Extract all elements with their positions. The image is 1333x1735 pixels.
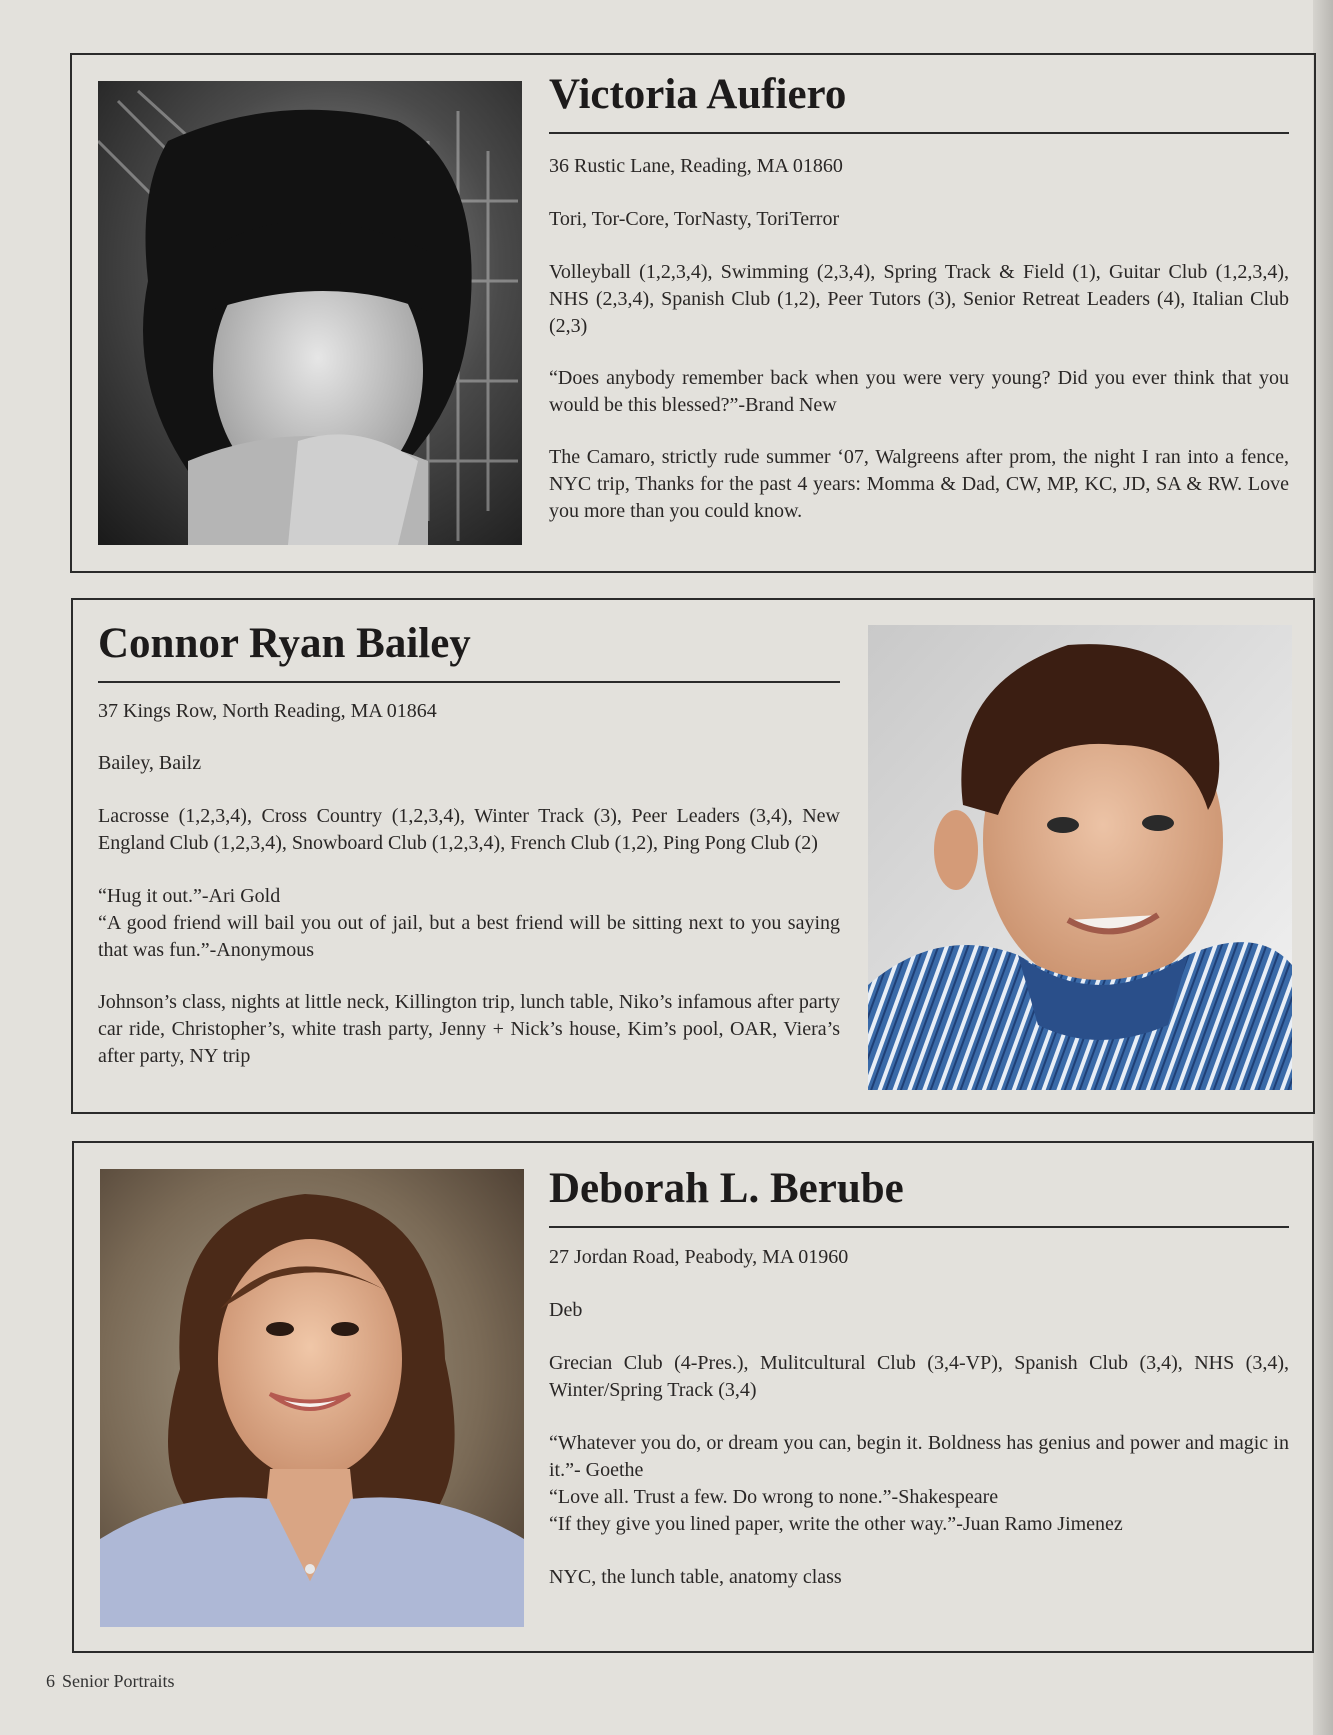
memories: The Camaro, strictly rude summer ‘07, Walgreens after prom, the night I ran into a fence, NYC trip, Thanks for the past 4 years: Momma & Dad, CW, MP, KC, JD, SA & RW. Love you more than you could know. [549, 446, 1289, 523]
senior-quotes [549, 1430, 1289, 1538]
senior-entry-berube [72, 1141, 1314, 1653]
activities: Volleyball (1,2,3,4), Swimming (2,3,4), Spring Track & Field (1), Guitar Club (1,2,3,4), NHS (2,3,4), Spanish Club (1,2), Peer Tutors (3), Senior Retreat Leaders (4), Italian Club (2,3) [549, 261, 1289, 338]
memories: NYC, the lunch table, anatomy class [549, 1566, 842, 1589]
portrait-photo-bailey [868, 625, 1292, 1090]
home-address: 27 Jordan Road, Peabody, MA 01960 [549, 1246, 849, 1269]
nicknames: Deb [549, 1299, 583, 1322]
student-name: Deborah L. Berube [549, 1165, 1289, 1228]
page-edge-shadow [1313, 0, 1333, 1735]
page-footer [46, 1671, 182, 1692]
bio-bailey [98, 620, 840, 1070]
senior-quotes [549, 365, 1289, 419]
quote: “Love all. Trust a few. Do wrong to none.”-Shakespeare [549, 1486, 999, 1509]
senior-entry-aufiero [70, 53, 1316, 573]
senior-quotes [98, 883, 840, 964]
quote: “Whatever you do, or dream you can, begin it. Boldness has genius and power and magic in it.”- Goethe [549, 1432, 1289, 1482]
student-name: Connor Ryan Bailey [98, 620, 840, 683]
activities: Lacrosse (1,2,3,4), Cross Country (1,2,3,4), Winter Track (3), Peer Leaders (3,4), New England Club (1,2,3,4), Snowboard Club (1,2,3,4), French Club (1,2), Ping Pong Club (2) [98, 805, 840, 855]
bio-berube [549, 1165, 1289, 1591]
nicknames: Bailey, Bailz [98, 752, 202, 775]
bio-aufiero [549, 71, 1289, 525]
home-address: 36 Rustic Lane, Reading, MA 01860 [549, 155, 843, 178]
section-title: Senior Portraits [62, 1671, 175, 1691]
senior-entry-bailey [71, 598, 1315, 1114]
portrait-photo-aufiero [98, 81, 522, 545]
page-number: 6 [46, 1671, 55, 1691]
nicknames: Tori, Tor-Core, TorNasty, ToriTerror [549, 208, 840, 231]
home-address: 37 Kings Row, North Reading, MA 01864 [98, 700, 437, 723]
quote: “If they give you lined paper, write the other way.”-Juan Ramo Jimenez [549, 1513, 1123, 1536]
portrait-photo-berube [100, 1169, 524, 1627]
quote: “Does anybody remember back when you were very young? Did you ever think that you would be this blessed?”-Brand New [549, 367, 1289, 417]
activities: Grecian Club (4-Pres.), Mulitcultural Club (3,4-VP), Spanish Club (3,4), NHS (3,4), Winter/Spring Track (3,4) [549, 1352, 1289, 1402]
memories: Johnson’s class, nights at little neck, Killington trip, lunch table, Niko’s infamous after party car ride, Christopher’s, white trash party, Jenny + Nick’s house, Kim’s pool, OAR, Viera’s after party, NY trip [98, 991, 840, 1068]
quote: “Hug it out.”-Ari Gold [98, 885, 281, 908]
quote: “A good friend will bail you out of jail, but a best friend will be sitting next to you saying that was fun.”-Anonymous [98, 912, 840, 962]
student-name: Victoria Aufiero [549, 71, 1289, 134]
